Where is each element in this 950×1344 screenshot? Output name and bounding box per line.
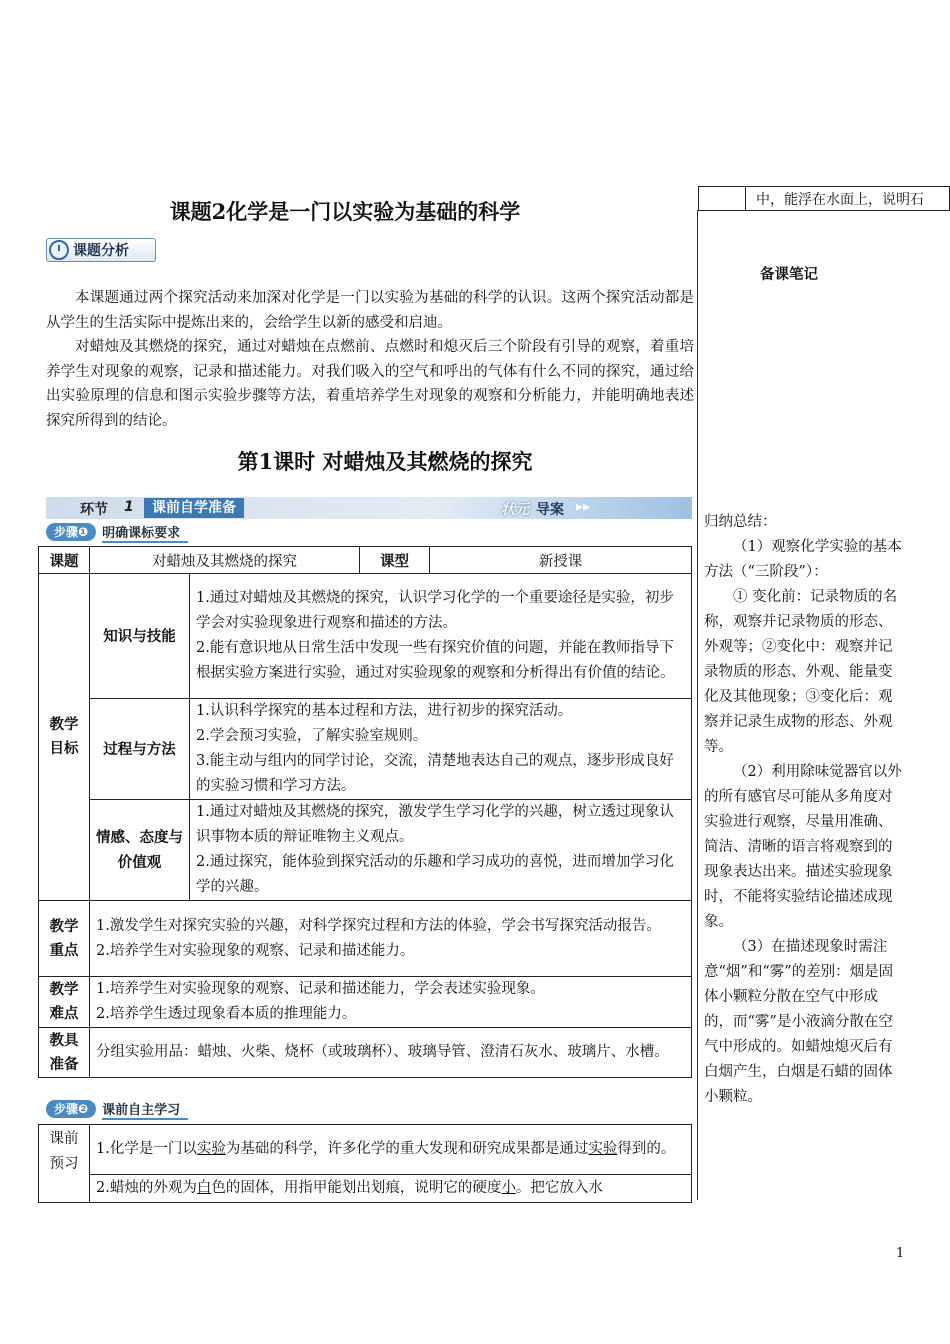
page-number: 1 [896,1246,905,1261]
topic-value: 对蜡烛及其燃烧的探究 [90,547,360,574]
key-lines [90,901,692,977]
summary-point-3: （3）在描述现象时需注意“烟”和“雾”的差别：烟是固体小颗粒分散在空气中形成的，而“雾”是小液滴分散在空气中形成的。如蜡烛熄灭后有白烟产生，白烟是石蜡的固体小颗粒。 [704,939,894,1105]
header-type-label: 课型 [360,547,430,574]
goal-line: 3.能主动与组内的同学讨论，交流，清楚地表达自己的观点，逐步形成良好的实验习惯和学习方法。 [196,753,674,794]
key-line: 1.激发学生对探究实验的兴趣，对科学探究过程和方法的体验，学会书写探究活动报告。 [96,917,661,934]
band-num: 1 [124,499,134,515]
analysis-badge [46,238,156,262]
type-value: 新授课 [430,547,692,574]
clock-icon [49,240,69,260]
tools-text: 分组实验用品：蜡烛、火柴、烧杯（或玻璃杯）、玻璃导管、澄清石灰水、玻璃片、水槽。 [90,1028,692,1078]
top-right-table [698,186,950,211]
blank-answer: 白 [196,1180,212,1196]
goal-name-knowledge: 知识与技能 [90,574,190,699]
step1-header [46,522,188,542]
summary-point-1: （1）观察化学实验的基本方法（“三阶段”）： [704,539,902,580]
goal-line: 1.认识科学探究的基本过程和方法，进行初步的探究活动。 [196,703,573,719]
goal-line: 1.通过对蜡烛及其燃烧的探究，认识学习化学的一个重要途径是实验，初步学会对实验现象进行观察和描述的方法。 [196,590,674,631]
difficulty-line: 1.培养学生对实验现象的观察、记录和描述能力，学会表述实验现象。 [96,981,545,997]
band-right-b: 导案 [536,502,564,518]
preview-table [38,1124,692,1203]
blank-answer: 小 [501,1180,516,1196]
goal-line: 1.通过对蜡烛及其燃烧的探究，激发学生学习化学的兴趣，树立透过现象认识事物本质的辩证唯物主义观点。 [196,804,674,845]
header-topic-label: 课题 [39,547,90,574]
difficulty-lines [90,977,692,1028]
notes-title: 备课笔记 [760,267,818,283]
step2-pill: 步骤❷ [46,1100,96,1118]
blank-answer: 实验 [588,1141,618,1157]
step1-pill: 步骤❶ [46,523,96,541]
lesson-title: 第1课时 对蜡烛及其燃烧的探究 [237,449,533,474]
summary-point-2: （2）利用除味觉器官以外的所有感官尽可能从多角度对实验进行观察，尽量用准确、简洁、清晰的语言将观察到的现象表达出来。描述实验现象时，不能将实验结论描述成现象。 [704,764,902,930]
goal-line: 2.通过探究，能体验到探究活动的乐趣和学习成功的喜悦，进而增加学习化学的兴趣。 [196,854,674,895]
difficulty-label: 教学难点 [39,977,90,1028]
preview-item-2: 2.蜡烛的外观为白色的固体，用指甲能划出划痕，说明它的硬度小。把它放入水 [90,1175,692,1203]
step2-label: 课前自主学习 [102,1099,188,1120]
step1-label: 明确课标要求 [102,522,188,543]
band-right-a: 状元 [501,502,529,518]
band-middle: 课前自学准备 [144,498,244,518]
goal-line: 2.能有意识地从日常生活中发现一些有探究价值的问题，并能在教师指导下根据实验方案进行实验，通过对实验现象的观察和分析得出有价值的结论。 [196,640,675,681]
preview-label: 课前预习 [39,1125,90,1203]
band-left: 环节 [80,502,108,518]
key-label: 教学重点 [39,901,90,977]
goal-knowledge-lines [190,574,692,699]
summary-point-1-detail: ① 变化前：记录物质的名称，观察并记录物质的形态、外观等；②变化中：观察并记录物质的形态、外观、能量变化及其他现象；③变化后：观察并记录生成物的形态、外观等。 [704,589,898,755]
goal-process-lines [190,699,692,800]
goals-label: 教学目标 [39,574,90,901]
top-right-blank-cell [699,187,746,211]
notes-divider [697,210,698,1200]
preview-item-1: 1.化学是一门以实验为基础的科学，许多化学的重大发现和研究成果都是通过实验得到的。 [90,1125,692,1175]
step2-header [46,1099,188,1119]
page-title: 课题2化学是一门以实验为基础的科学 [169,199,521,224]
difficulty-line: 2.培养学生透过现象看本质的推理能力。 [96,1006,357,1022]
intro-paragraph-1: 本课题通过两个探究活动来加深对化学是一门以实验为基础的科学的认识。这两个探究活动都是从学生的生活实际中提炼出来的，会给学生以新的感受和启迪。 [46,290,694,331]
key-line: 2.培养学生对实验现象的观察、记录和描述能力。 [96,942,415,959]
summary-block [704,510,906,1110]
top-right-fragment: 中，能浮在水面上，说明石 [746,187,950,211]
goal-name-process: 过程与方法 [90,699,190,800]
band-arrows-icon: ▸▸ [576,499,591,515]
tools-label: 教具准备 [39,1028,90,1078]
goal-attitude-lines [190,800,692,901]
goal-line: 2.学会预习实验，了解实验室规则。 [196,728,428,744]
intro-paragraph-2: 对蜡烛及其燃烧的探究，通过对蜡烛在点燃前、点燃时和熄灭后三个阶段有引导的观察，着重培养学生对现象的观察，记录和描述能力。对我们吸入的空气和呼出的气体有什么不同的探究，通过给出实验原理的信息和图示实验步骤等方法，着重培养学生对现象的观察和分析能力，并能明确地表述探究所得到的结论。 [46,339,694,429]
summary-heading: 归纳总结： [704,514,777,530]
analysis-badge-label: 课题分析 [73,243,129,259]
objectives-table [38,546,692,1078]
blank-answer: 实验 [196,1141,226,1157]
section-band [46,497,692,519]
goal-name-attitude: 情感、态度与价值观 [90,800,190,901]
